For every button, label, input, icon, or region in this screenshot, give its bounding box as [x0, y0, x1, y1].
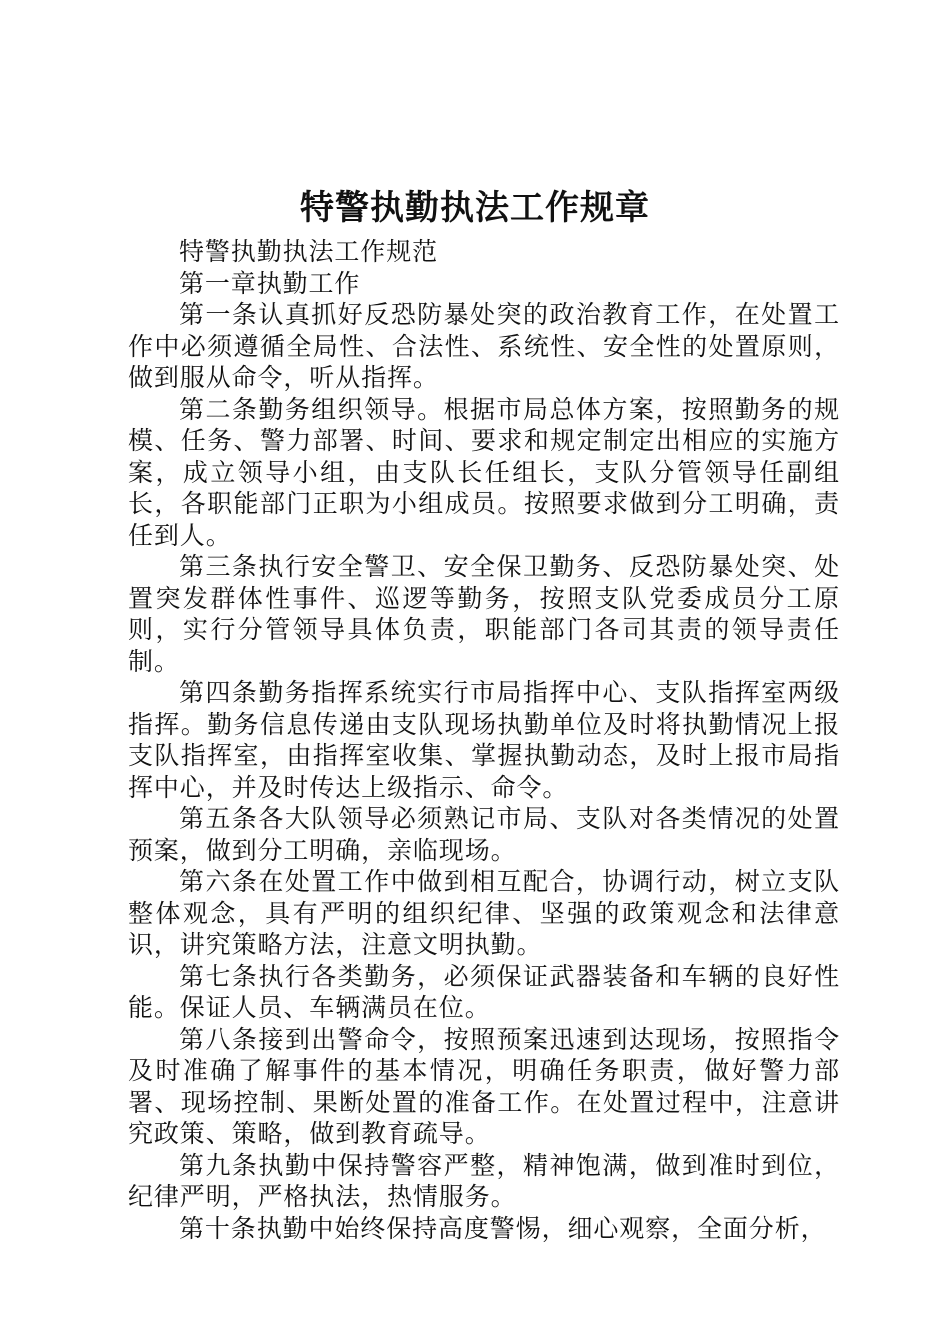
- article-1: 第一条认真抓好反恐防暴处突的政治教育工作，在处置工作中必须遵循全局性、合法性、系统性、安全性的处置原则，做到服从命令，听从指挥。: [128, 300, 840, 392]
- article-6: 第六条在处置工作中做到相互配合，协调行动，树立支队整体观念，具有严明的组织纪律、坚强的政策观念和法律意识，讲究策略方法，注意文明执勤。: [128, 867, 840, 959]
- article-5: 第五条各大队领导必须熟记市局、支队对各类情况的处置预案，做到分工明确，亲临现场。: [128, 804, 840, 865]
- article-9: 第九条执勤中保持警容严整，精神饱满，做到准时到位，纪律严明，严格执法，热情服务。: [128, 1150, 840, 1211]
- document-title: 特警执勤执法工作规章: [300, 188, 650, 228]
- article-3: 第三条执行安全警卫、安全保卫勤务、反恐防暴处突、处置突发群体性事件、巡逻等勤务，按照支队党委成员分工原则，实行分管领导具体负责，职能部门各司其责的领导责任制。: [128, 552, 840, 676]
- article-8: 第八条接到出警命令，按照预案迅速到达现场，按照指令及时准确了解事件的基本情况，明确任务职责，做好警力部署、现场控制、果断处置的准备工作。在处置过程中，注意讲究政策、策略，做到教育疏导。: [128, 1024, 840, 1148]
- article-7: 第七条执行各类勤务，必须保证武器装备和车辆的良好性能。保证人员、车辆满员在位。: [128, 961, 840, 1022]
- chapter-heading: 第一章执勤工作: [179, 268, 361, 298]
- subtitle-paragraph: 特警执勤执法工作规范: [179, 237, 439, 266]
- article-10: 第十条执勤中始终保持高度警惕，细心观察，全面分析，: [179, 1213, 827, 1243]
- document-body: [128, 236, 840, 1244]
- article-2: 第二条勤务组织领导。根据市局总体方案，按照勤务的规模、任务、警力部署、时间、要求和规定制定出相应的实施方案，成立领导小组，由支队长任组长，支队分管领导任副组长，各职能部门正职为小组成员。按照要求做到分工明确，责任到人。: [128, 394, 840, 550]
- article-4: 第四条勤务指挥系统实行市局指挥中心、支队指挥室两级指挥。勤务信息传递由支队现场执勤单位及时将执勤情况上报支队指挥室，由指挥室收集、掌握执勤动态，及时上报市局指挥中心，并及时传达上级指示、命令。: [128, 678, 840, 802]
